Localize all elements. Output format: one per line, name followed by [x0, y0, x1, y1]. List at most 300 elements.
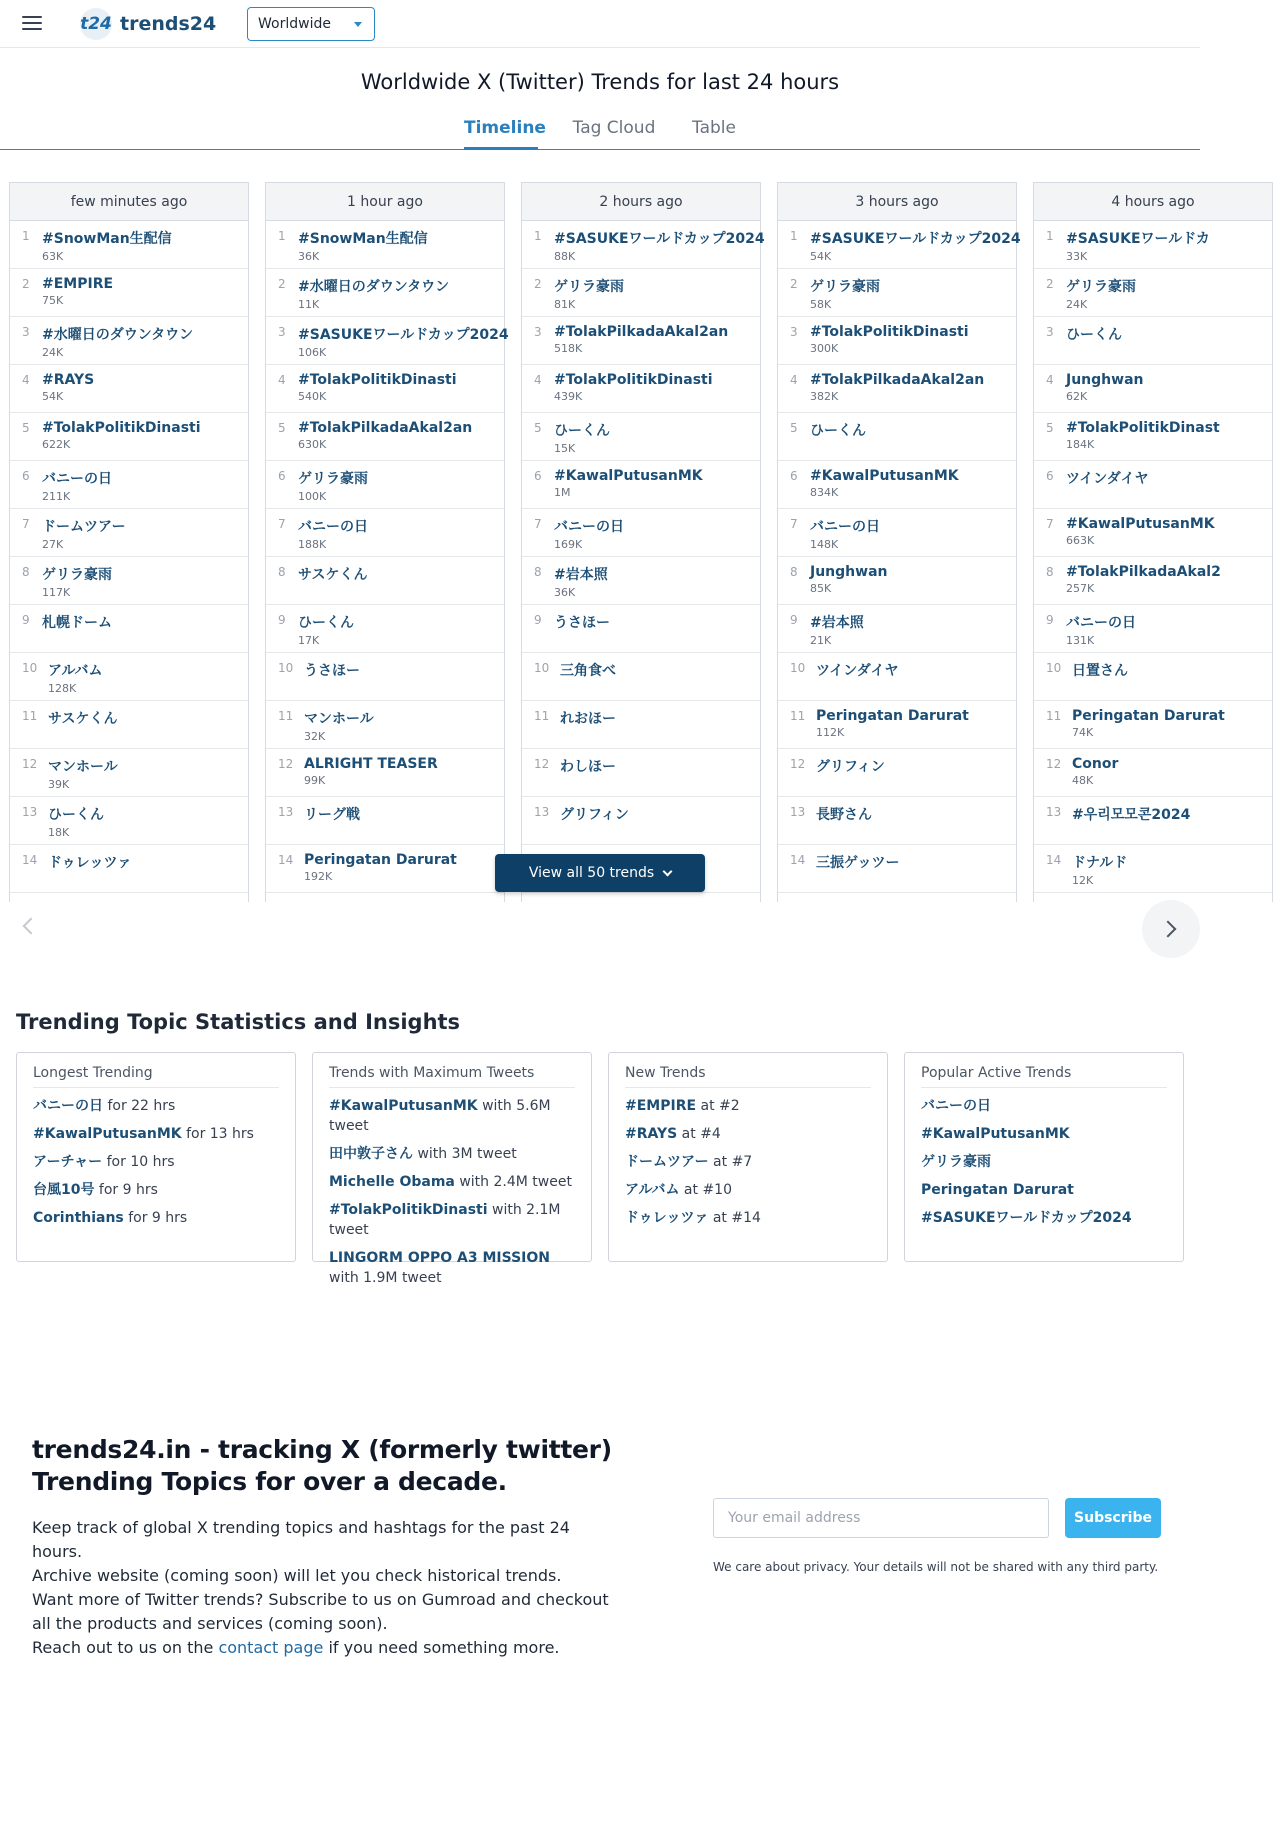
- trend-link[interactable]: グリフィン: [816, 759, 885, 775]
- timeline-column: [1033, 182, 1273, 902]
- trend-tweet-count: 81K: [554, 298, 576, 311]
- trend-link[interactable]: グリフィン: [560, 807, 629, 823]
- trend-rank: 4: [790, 373, 798, 387]
- trend-row: [1034, 269, 1272, 317]
- privacy-note: We care about privacy. Your details will not be shared with any third party.: [713, 1560, 1159, 1574]
- trend-row: [1034, 749, 1272, 797]
- stat-item: [921, 1180, 1167, 1200]
- stat-trend-link[interactable]: #RAYS: [625, 1126, 678, 1142]
- trend-rank: 14: [22, 853, 38, 867]
- trend-link[interactable]: Junghwan: [810, 564, 888, 580]
- trend-row: [10, 557, 248, 605]
- trend-tweet-count: 63K: [42, 250, 64, 263]
- region-select[interactable]: [247, 7, 375, 41]
- trend-rank: 10: [790, 661, 806, 675]
- trend-row: [1034, 701, 1272, 749]
- stat-trend-link[interactable]: 田中敦子さん: [329, 1146, 413, 1162]
- trend-link[interactable]: #TolakPilkadaAkal2an: [554, 324, 729, 340]
- subscribe-button[interactable]: Subscribe: [1065, 1498, 1161, 1538]
- trend-row: [1034, 557, 1272, 605]
- trend-tweet-count: 21K: [810, 634, 832, 647]
- trend-row: [10, 317, 248, 365]
- trend-row: [778, 269, 1016, 317]
- trend-link[interactable]: #水曜日のダウンタウン: [298, 279, 450, 295]
- trend-tweet-count: 18K: [48, 826, 70, 839]
- trend-link[interactable]: サスケくん: [48, 711, 118, 727]
- stat-item: [921, 1152, 1167, 1172]
- trend-link[interactable]: バニーの日: [554, 519, 624, 535]
- trend-rank: 13: [534, 805, 550, 819]
- trend-rank: 10: [534, 661, 550, 675]
- trend-link[interactable]: #TolakPilkadaAkal2an: [810, 372, 985, 388]
- trend-rank: 10: [22, 661, 38, 675]
- trend-row: [522, 413, 760, 461]
- trend-link[interactable]: Conor: [1072, 756, 1119, 772]
- trend-tweet-count: 32K: [304, 730, 326, 743]
- stat-detail: at #2: [696, 1098, 740, 1114]
- stat-trend-link[interactable]: Peringatan Darurat: [921, 1182, 1074, 1198]
- column-heading: 1 hour ago: [266, 183, 504, 221]
- stat-detail: for 13 hrs: [181, 1126, 254, 1142]
- stat-trend-link[interactable]: ドゥレッツァ: [625, 1210, 709, 1226]
- trend-link[interactable]: #岩本照: [554, 567, 608, 583]
- trend-row: [778, 653, 1016, 701]
- trend-link[interactable]: Peringatan Darurat: [816, 708, 969, 724]
- trend-row: [10, 749, 248, 797]
- trend-link[interactable]: Peringatan Darurat: [1072, 708, 1225, 724]
- timeline-next-button[interactable]: [1142, 900, 1200, 958]
- trend-link[interactable]: #KawalPutusanMK: [1066, 516, 1215, 532]
- trend-rank: 7: [278, 517, 286, 531]
- trend-tweet-count: 24K: [1066, 298, 1088, 311]
- view-all-trends-button[interactable]: [495, 854, 705, 892]
- trend-link[interactable]: うさほー: [554, 615, 610, 631]
- footer-description: [32, 1516, 612, 1660]
- trend-link[interactable]: ゲリラ豪雨: [810, 279, 880, 295]
- trend-tweet-count: 630K: [298, 438, 327, 451]
- trend-row: [266, 845, 504, 893]
- stat-trend-link[interactable]: #SASUKEワールドカップ2024: [921, 1210, 1132, 1226]
- tab-table[interactable]: Table: [692, 118, 736, 138]
- hamburger-icon[interactable]: [22, 16, 42, 32]
- stat-card: [16, 1052, 296, 1262]
- trend-link[interactable]: #水曜日のダウンタウン: [42, 327, 194, 343]
- trend-rank: 13: [1046, 805, 1062, 819]
- trend-link[interactable]: #KawalPutusanMK: [554, 468, 703, 484]
- trend-link[interactable]: サスケくん: [298, 567, 368, 583]
- trend-row: [10, 797, 248, 845]
- trend-link[interactable]: ゲリラ豪雨: [1066, 279, 1136, 295]
- footer-line: Want more of Twitter trends? Subscribe to us on Gumroad and checkout all the products and services (coming soon).: [32, 1590, 609, 1633]
- trend-rank: 7: [1046, 517, 1054, 531]
- email-input[interactable]: [713, 1498, 1049, 1538]
- stat-trend-link[interactable]: Corinthians: [33, 1210, 124, 1226]
- trend-row: [266, 701, 504, 749]
- stat-detail: at #4: [677, 1126, 721, 1142]
- stat-trend-link[interactable]: アーチャー: [33, 1154, 103, 1170]
- stat-item: [33, 1096, 279, 1116]
- chevron-left-icon: [23, 918, 40, 935]
- trend-rank: 1: [278, 229, 286, 243]
- trend-row: [522, 749, 760, 797]
- trend-rank: 8: [278, 565, 286, 579]
- trend-rank: 11: [1046, 709, 1062, 723]
- trend-rank: 14: [1046, 853, 1062, 867]
- trend-link[interactable]: 札幌ドーム: [42, 615, 112, 631]
- trend-rank: 4: [534, 373, 542, 387]
- trend-tweet-count: 62K: [1066, 390, 1088, 403]
- trend-link[interactable]: ひーくん: [48, 807, 104, 823]
- stat-item: [921, 1208, 1167, 1228]
- trend-link[interactable]: #TolakPolitikDinasti: [42, 420, 201, 436]
- trend-rank: 3: [1046, 325, 1054, 339]
- stat-item: [625, 1152, 871, 1172]
- stat-item: [329, 1144, 575, 1164]
- trend-link[interactable]: #RAYS: [42, 372, 95, 388]
- view-tabs: [0, 108, 1200, 150]
- trend-rank: 5: [278, 421, 286, 435]
- trend-rank: 5: [534, 421, 542, 435]
- trend-row: [266, 653, 504, 701]
- trend-link[interactable]: #TolakPolitikDinasti: [298, 372, 457, 388]
- trend-row: [522, 461, 760, 509]
- trend-link[interactable]: アルバム: [48, 663, 103, 679]
- trend-rank: 2: [22, 277, 30, 291]
- timeline-column: [9, 182, 249, 902]
- trend-link[interactable]: #岩本照: [810, 615, 864, 631]
- stat-detail: with 5.6M tweet: [329, 1098, 551, 1134]
- trend-link[interactable]: #SnowMan生配信: [42, 231, 172, 247]
- stat-item: [625, 1096, 871, 1116]
- trend-link[interactable]: #TolakPolitikDinast: [1066, 420, 1220, 436]
- trend-link[interactable]: ドナルド: [1072, 855, 1128, 871]
- trend-rank: 4: [22, 373, 30, 387]
- logo-mark: t24: [80, 8, 112, 40]
- trend-link[interactable]: リーグ戦: [304, 807, 360, 823]
- stat-item: [625, 1208, 871, 1228]
- trend-tweet-count: 211K: [42, 490, 71, 503]
- trend-tweet-count: 131K: [1066, 634, 1095, 647]
- stat-detail: with 1.9M tweet: [329, 1270, 442, 1286]
- chevron-down-icon: [663, 866, 673, 876]
- stat-trend-link[interactable]: バニーの日: [921, 1098, 991, 1114]
- trend-row: [266, 557, 504, 605]
- trend-row: [778, 413, 1016, 461]
- trend-tweet-count: 169K: [554, 538, 583, 551]
- stat-item: [625, 1124, 871, 1144]
- trend-link[interactable]: マンホール: [48, 759, 118, 775]
- trend-row: [1034, 509, 1272, 557]
- stat-trend-link[interactable]: #KawalPutusanMK: [33, 1126, 182, 1142]
- trend-rank: 2: [278, 277, 286, 291]
- page-title: Worldwide X (Twitter) Trends for last 24 hours: [360, 70, 840, 94]
- trend-rank: 6: [1046, 469, 1054, 483]
- column-heading: 4 hours ago: [1034, 183, 1272, 221]
- trend-row: [266, 413, 504, 461]
- stat-trend-link[interactable]: ドームツアー: [625, 1154, 709, 1170]
- stat-trend-link[interactable]: アルバム: [625, 1182, 680, 1198]
- trend-rank: 6: [22, 469, 30, 483]
- trend-rank: 8: [22, 565, 30, 579]
- stat-trend-link[interactable]: Michelle Obama: [329, 1174, 455, 1190]
- trend-row: [266, 221, 504, 269]
- trend-row: [266, 317, 509, 365]
- trend-link[interactable]: ドゥレッツァ: [48, 855, 132, 871]
- trend-row: [1034, 797, 1272, 845]
- tab-timeline[interactable]: Timeline: [464, 118, 546, 138]
- trend-link[interactable]: ツインダイヤ: [1066, 471, 1149, 487]
- stat-item: [33, 1124, 279, 1144]
- stat-card-heading: Trends with Maximum Tweets: [329, 1065, 575, 1088]
- trend-rank: 7: [534, 517, 542, 531]
- trend-rank: 5: [22, 421, 30, 435]
- footer-line: Keep track of global X trending topics and hashtags for the past 24 hours.: [32, 1518, 570, 1561]
- trend-rank: 10: [278, 661, 294, 675]
- stat-item: [329, 1096, 575, 1136]
- trend-link[interactable]: ひーくん: [554, 423, 610, 439]
- trend-row: [522, 365, 760, 413]
- trend-row: [522, 269, 760, 317]
- trend-rank: 1: [1046, 229, 1054, 243]
- trend-link[interactable]: #TolakPilkadaAkal2: [1066, 564, 1221, 580]
- stat-trend-link[interactable]: #TolakPolitikDinasti: [329, 1202, 488, 1218]
- trend-row: [266, 365, 504, 413]
- contact-page-link[interactable]: contact page: [218, 1638, 324, 1657]
- trend-link[interactable]: #TolakPolitikDinasti: [810, 324, 969, 340]
- stat-trend-link[interactable]: ゲリラ豪雨: [921, 1154, 991, 1170]
- trend-link[interactable]: ひーくん: [810, 423, 866, 439]
- trend-tweet-count: 382K: [810, 390, 839, 403]
- trend-rank: 1: [534, 229, 542, 243]
- stat-item: [33, 1152, 279, 1172]
- trend-link[interactable]: バニーの日: [810, 519, 880, 535]
- trends-timeline: [0, 180, 1225, 900]
- view-all-label: View all 50 trends: [528, 865, 655, 881]
- trend-link[interactable]: 三振ゲッツー: [816, 855, 900, 871]
- trend-row: [1034, 317, 1272, 365]
- trend-link[interactable]: ゲリラ豪雨: [554, 279, 624, 295]
- trend-tweet-count: 192K: [304, 870, 333, 883]
- trend-link[interactable]: 日置さん: [1072, 663, 1128, 679]
- trend-tweet-count: 48K: [1072, 774, 1094, 787]
- trend-row: [266, 749, 504, 797]
- trend-tweet-count: 184K: [1066, 438, 1095, 451]
- trend-rank: 12: [22, 757, 38, 771]
- trend-link[interactable]: #우리모모콘2024: [1072, 807, 1191, 823]
- trend-tweet-count: 100K: [298, 490, 327, 503]
- trend-link[interactable]: わしほー: [560, 759, 616, 775]
- stat-trend-link[interactable]: #KawalPutusanMK: [921, 1126, 1070, 1142]
- trend-row: [10, 653, 248, 701]
- trend-row: [522, 557, 760, 605]
- trend-rank: 7: [790, 517, 798, 531]
- tab-tag-cloud[interactable]: Tag Cloud: [572, 118, 656, 138]
- trend-rank: 8: [790, 565, 798, 579]
- trend-link[interactable]: Peringatan Darurat: [304, 852, 457, 868]
- stat-trend-link[interactable]: #EMPIRE: [625, 1098, 697, 1114]
- stat-trend-link[interactable]: LINGORM OPPO A3 MISSION: [329, 1250, 550, 1266]
- trend-rank: 11: [278, 709, 294, 723]
- trend-link[interactable]: ALRIGHT TEASER: [304, 756, 438, 772]
- trend-row: [1034, 365, 1272, 413]
- site-logo[interactable]: [80, 8, 216, 40]
- stat-detail: with 2.1M tweet: [329, 1202, 561, 1238]
- trend-link[interactable]: バニーの日: [298, 519, 368, 535]
- logo-text: trends24: [120, 13, 217, 35]
- trend-tweet-count: 1M: [554, 486, 571, 499]
- chevron-right-icon: [1160, 921, 1177, 938]
- trend-row: [522, 653, 760, 701]
- stat-detail: for 9 hrs: [123, 1210, 188, 1226]
- trend-row: [10, 269, 248, 317]
- trend-row: [266, 797, 504, 845]
- stat-detail: at #14: [708, 1210, 761, 1226]
- trend-rank: 3: [22, 325, 30, 339]
- stat-card-heading: New Trends: [625, 1065, 871, 1088]
- trend-link[interactable]: #SASUKEワールドカップ2024: [810, 231, 1021, 247]
- trend-tweet-count: 622K: [42, 438, 71, 451]
- trend-link[interactable]: ゲリラ豪雨: [298, 471, 368, 487]
- footer-line: Archive website (coming soon) will let you check historical trends.: [32, 1566, 562, 1585]
- trend-row: [10, 365, 248, 413]
- trend-rank: 4: [278, 373, 286, 387]
- trend-link[interactable]: ひーくん: [298, 615, 354, 631]
- trend-tweet-count: 148K: [810, 538, 839, 551]
- trend-tweet-count: 257K: [1066, 582, 1095, 595]
- trend-row: [522, 509, 760, 557]
- trend-rank: 14: [278, 853, 294, 867]
- timeline-prev-button[interactable]: [6, 904, 50, 948]
- stat-trend-link[interactable]: 台風10号: [33, 1182, 95, 1198]
- trend-tweet-count: 39K: [48, 778, 70, 791]
- trend-link[interactable]: 三角食べ: [560, 663, 616, 679]
- trend-link[interactable]: ゲリラ豪雨: [42, 567, 112, 583]
- trend-link[interactable]: #SnowMan生配信: [298, 231, 428, 247]
- trend-row: [778, 461, 1016, 509]
- trend-link[interactable]: マンホール: [304, 711, 374, 727]
- trend-row: [522, 317, 760, 365]
- trend-link[interactable]: 長野さん: [816, 807, 872, 823]
- trend-rank: 5: [790, 421, 798, 435]
- trend-link[interactable]: #SASUKEワールドカップ2024: [554, 231, 765, 247]
- stat-card-heading: Longest Trending: [33, 1065, 279, 1088]
- trend-tweet-count: 36K: [554, 586, 576, 599]
- trend-tweet-count: 74K: [1072, 726, 1094, 739]
- trend-link[interactable]: ツインダイヤ: [816, 663, 899, 679]
- stat-detail: for 10 hrs: [102, 1154, 175, 1170]
- trend-row: [1034, 653, 1272, 701]
- trend-link[interactable]: #TolakPolitikDinasti: [554, 372, 713, 388]
- stat-item: [921, 1096, 1167, 1116]
- trend-tweet-count: 15K: [554, 442, 576, 455]
- trend-row: [778, 797, 1016, 845]
- trend-link[interactable]: バニーの日: [1066, 615, 1136, 631]
- trend-tweet-count: 518K: [554, 342, 583, 355]
- trend-rank: 12: [1046, 757, 1062, 771]
- stat-detail: for 22 hrs: [103, 1098, 176, 1114]
- trend-rank: 2: [534, 277, 542, 291]
- trend-rank: 6: [790, 469, 798, 483]
- trend-rank: 8: [1046, 565, 1054, 579]
- trend-tweet-count: 540K: [298, 390, 327, 403]
- trend-row: [522, 797, 760, 845]
- stat-trend-link[interactable]: バニーの日: [33, 1098, 103, 1114]
- stat-trend-link[interactable]: #KawalPutusanMK: [329, 1098, 478, 1114]
- trend-row: [778, 557, 1016, 605]
- trend-row: [266, 509, 504, 557]
- stats-title: Trending Topic Statistics and Insights: [16, 1010, 461, 1034]
- trend-rank: 9: [278, 613, 286, 627]
- trend-link[interactable]: ひーくん: [1066, 327, 1122, 343]
- trend-rank: 8: [534, 565, 542, 579]
- timeline-column: [265, 182, 509, 902]
- stat-card: [904, 1052, 1184, 1262]
- trend-rank: 9: [1046, 613, 1054, 627]
- trend-row: [522, 701, 760, 749]
- trend-row: [10, 413, 248, 461]
- stat-card-heading: Popular Active Trends: [921, 1065, 1167, 1088]
- trend-row: [1034, 413, 1272, 461]
- trend-link[interactable]: ドームツアー: [42, 519, 126, 535]
- trend-link[interactable]: #EMPIRE: [42, 276, 114, 292]
- trend-tweet-count: 106K: [298, 346, 327, 359]
- trend-row: [778, 701, 1016, 749]
- trend-tweet-count: 11K: [298, 298, 320, 311]
- stat-detail: for 9 hrs: [94, 1182, 158, 1198]
- trend-tweet-count: 75K: [42, 294, 64, 307]
- trend-rank: 6: [534, 469, 542, 483]
- trend-row: [10, 605, 248, 653]
- trend-link[interactable]: #KawalPutusanMK: [810, 468, 959, 484]
- trend-rank: 12: [790, 757, 806, 771]
- footer-heading: trends24.in - tracking X (formerly twitter) Trending Topics for over a decade.: [32, 1435, 612, 1496]
- stat-item: [329, 1172, 575, 1192]
- trend-tweet-count: 99K: [304, 774, 326, 787]
- trend-rank: 9: [790, 613, 798, 627]
- trend-row: [1034, 845, 1272, 893]
- trend-link[interactable]: #SASUKEワールドカ: [1066, 231, 1210, 247]
- trend-link[interactable]: Junghwan: [1066, 372, 1144, 388]
- trend-rank: 3: [790, 325, 798, 339]
- active-tab-indicator: [464, 147, 538, 150]
- trend-row: [10, 701, 248, 749]
- trend-row: [1034, 605, 1272, 653]
- trend-rank: 5: [1046, 421, 1054, 435]
- trend-rank: 13: [22, 805, 38, 819]
- trend-link[interactable]: #SASUKEワールドカップ2024: [298, 327, 509, 343]
- trend-rank: 2: [790, 277, 798, 291]
- trend-rank: 11: [534, 709, 550, 723]
- trend-rank: 14: [790, 853, 806, 867]
- trend-row: [778, 605, 1016, 653]
- stat-card: [312, 1052, 592, 1286]
- trend-tweet-count: 834K: [810, 486, 839, 499]
- trend-tweet-count: 300K: [810, 342, 839, 355]
- trend-link[interactable]: #TolakPilkadaAkal2an: [298, 420, 473, 436]
- trend-row: [1034, 221, 1272, 269]
- trend-tweet-count: 88K: [554, 250, 576, 263]
- trend-link[interactable]: うさほー: [304, 663, 360, 679]
- trend-rank: 11: [22, 709, 38, 723]
- trend-rank: 12: [534, 757, 550, 771]
- trend-link[interactable]: バニーの日: [42, 471, 112, 487]
- trend-rank: 7: [22, 517, 30, 531]
- trend-link[interactable]: れおほー: [560, 711, 616, 727]
- column-heading: 3 hours ago: [778, 183, 1016, 221]
- trend-rank: 13: [278, 805, 294, 819]
- trend-tweet-count: 33K: [1066, 250, 1088, 263]
- trend-rank: 3: [534, 325, 542, 339]
